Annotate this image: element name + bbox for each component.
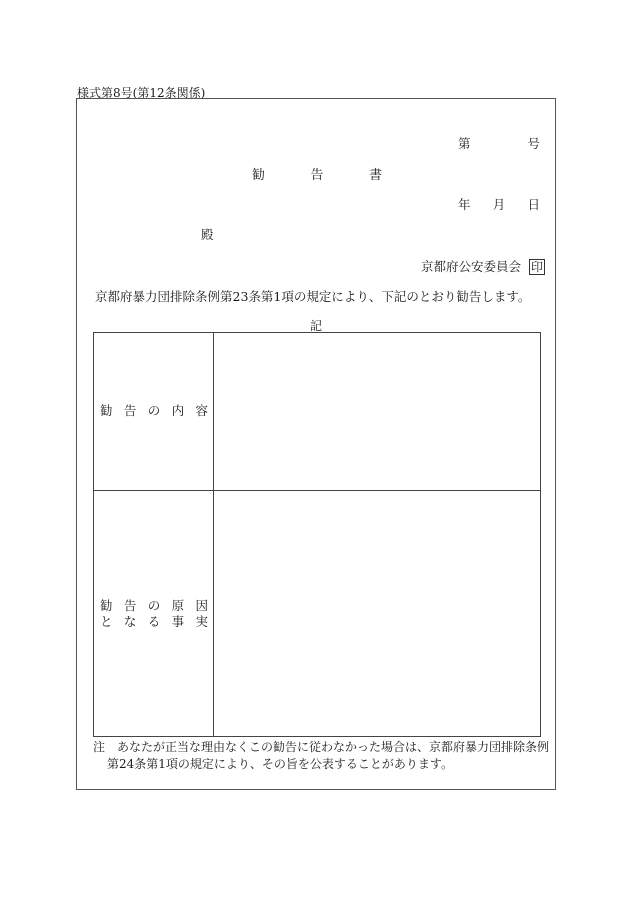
issuer bbox=[421, 257, 545, 275]
document-title bbox=[252, 164, 382, 183]
row2-l2-char-2: な bbox=[123, 614, 137, 629]
row1-label bbox=[100, 403, 208, 419]
row2-l1-char-1: 勧 bbox=[100, 598, 113, 613]
issuer-name: 京都府公安委員会 bbox=[421, 259, 522, 274]
row2-l1-char-2: 告 bbox=[123, 598, 137, 613]
row1-char-5: 容 bbox=[195, 403, 208, 418]
row1-char-2: 告 bbox=[123, 403, 137, 418]
date-month: 月 bbox=[492, 197, 506, 212]
row1-char-3: の bbox=[147, 403, 161, 418]
table-row-divider bbox=[94, 490, 540, 491]
ki-marker: 記 bbox=[310, 319, 323, 333]
row2-l1-char-3: の bbox=[147, 598, 161, 613]
number-prefix: 第 bbox=[458, 136, 471, 151]
recommendation-table bbox=[93, 332, 541, 737]
form-frame bbox=[76, 98, 556, 790]
row2-l2-char-3: る bbox=[147, 614, 161, 629]
row1-char-4: 内 bbox=[171, 403, 185, 418]
footnote-line-1: 注 あなたが正当な理由なくこの勧告に従わなかった場合は、京都府暴力団排除条例 bbox=[93, 740, 550, 754]
form-caption: 様式第8号(第12条関係) bbox=[77, 86, 206, 100]
row2-l2-char-5: 実 bbox=[195, 614, 208, 629]
row2-l1-char-4: 原 bbox=[171, 598, 185, 613]
row2-l2-char-1: と bbox=[100, 614, 113, 629]
footnote bbox=[93, 739, 553, 773]
table-column-divider bbox=[213, 333, 214, 736]
row1-char-1: 勧 bbox=[100, 403, 113, 418]
seal-mark: 印 bbox=[531, 260, 544, 274]
title-char-3: 書 bbox=[368, 168, 382, 183]
addressee-suffix: 殿 bbox=[201, 227, 214, 242]
date-year: 年 bbox=[458, 197, 471, 212]
row2-label bbox=[100, 598, 208, 630]
title-char-1: 勧 bbox=[252, 168, 266, 183]
footnote-line-2: 第24条第1項の規定により、その旨を公表することがあります。 bbox=[107, 757, 453, 771]
number-suffix: 号 bbox=[527, 136, 540, 151]
date-line bbox=[458, 195, 540, 213]
row2-l1-char-5: 因 bbox=[195, 598, 208, 613]
row2-l2-char-4: 事 bbox=[171, 614, 185, 629]
title-char-2: 告 bbox=[310, 168, 324, 183]
date-day: 日 bbox=[527, 197, 540, 212]
body-text: 京都府暴力団排除条例第23条第1項の規定により、下記のとおり勧告します。 bbox=[95, 289, 531, 304]
document-number bbox=[458, 134, 540, 152]
